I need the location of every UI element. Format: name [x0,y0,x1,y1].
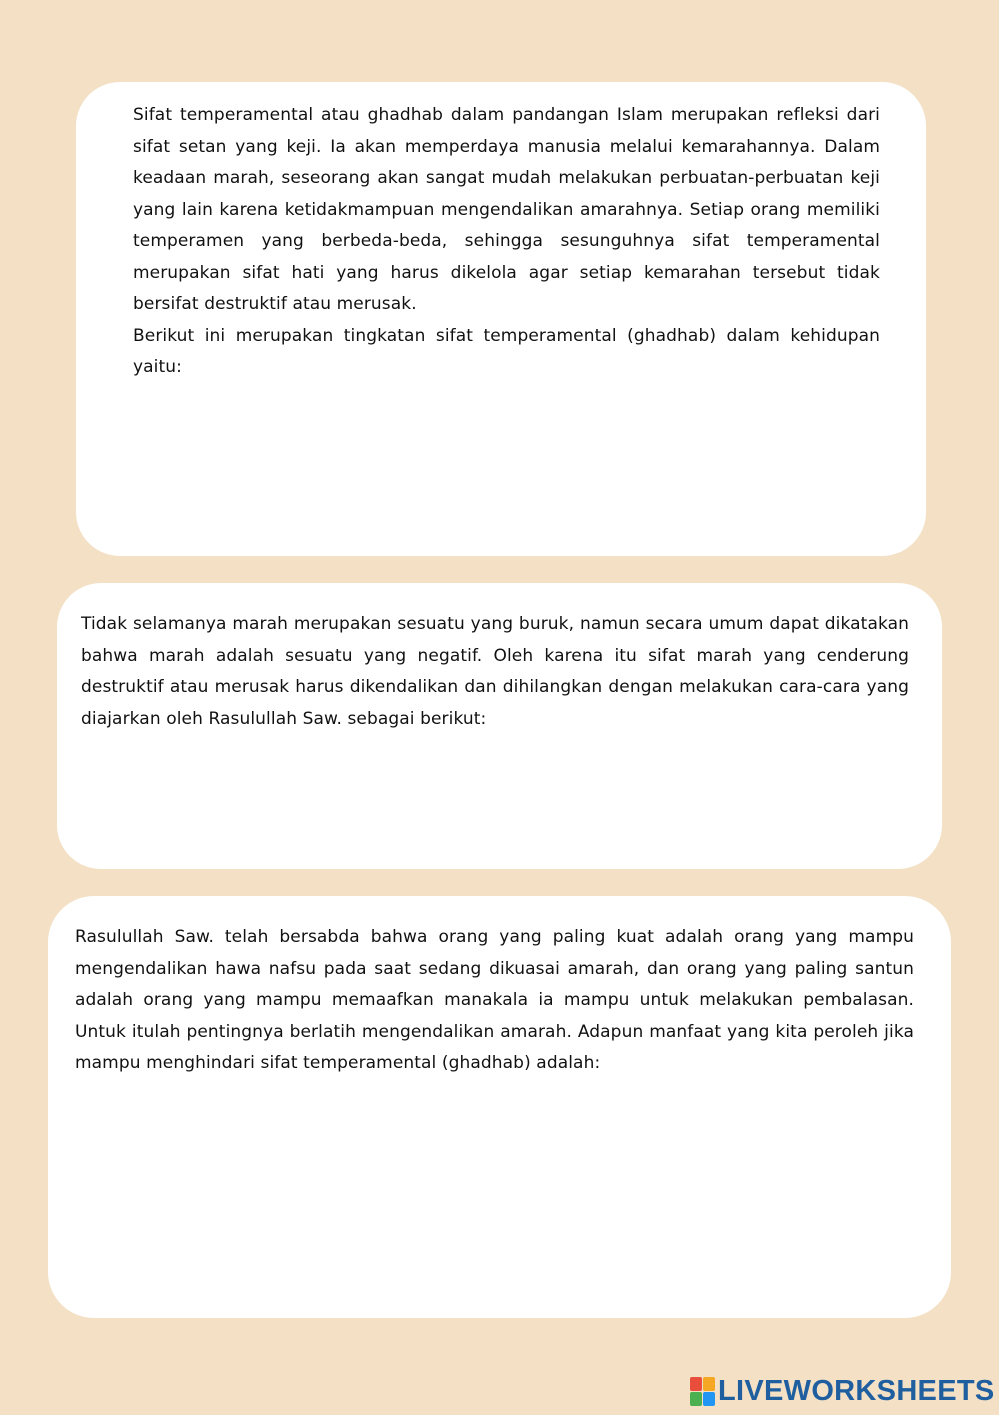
logo-text: LIVEWORKSHEETS [718,1374,995,1407]
control-anger-paragraph: Tidak selamanya marah merupakan sesuatu yang buruk, namun secara umum dapat dikatakan bahwa marah adalah sesuatu yang negatif. Oleh karena itu sifat marah yang cenderung destruktif atau merusak harus dikendalikan dan dihilangkan dengan melakukan cara-cara yang diajarkan oleh Rasulullah Saw. sebagai berikut: [81,614,909,729]
logo-square-blue [703,1392,715,1406]
intro-paragraph: Sifat temperamental atau ghadhab dalam pandangan Islam merupakan refleksi dari sifat setan yang keji. Ia akan memperdaya manusia melalui kemarahannya. Dalam keadaan marah, seseorang akan sangat mudah melakukan perbuatan-perbuatan keji yang lain karena ketidakmampuan mengendalikan amarahnya. Setiap orang memiliki temperamen yang berbeda-beda, sehingga sesunguhnya sifat temperamental merupakan sifat hati yang harus dikelola agar setiap kemarahan tersebut tidak bersifat destruktif atau merusak. [133,105,880,314]
control-anger-card [57,583,942,869]
intro-card [76,82,926,556]
liveworksheets-logo [690,1374,995,1408]
levels-lead-paragraph: Berikut ini merupakan tingkatan sifat temperamental (ghadhab) dalam kehidupan yaitu: [133,325,880,377]
liveworksheets-logo-icon [690,1377,715,1406]
logo-square-orange [703,1377,715,1391]
logo-square-green [690,1392,702,1406]
benefits-card [48,896,951,1318]
benefits-paragraph: Rasulullah Saw. telah bersabda bahwa orang yang paling kuat adalah orang yang mampu mengendalikan hawa nafsu pada saat sedang dikuasai amarah, dan orang yang paling santun adalah orang yang mampu memaafkan manakala ia mampu untuk melakukan pembalasan. Untuk itulah pentingnya berlatih mengendalikan amarah. Adapun manfaat yang kita peroleh jika mampu menghindari sifat temperamental (ghadhab) adalah: [75,927,914,1073]
logo-square-red [690,1377,702,1391]
